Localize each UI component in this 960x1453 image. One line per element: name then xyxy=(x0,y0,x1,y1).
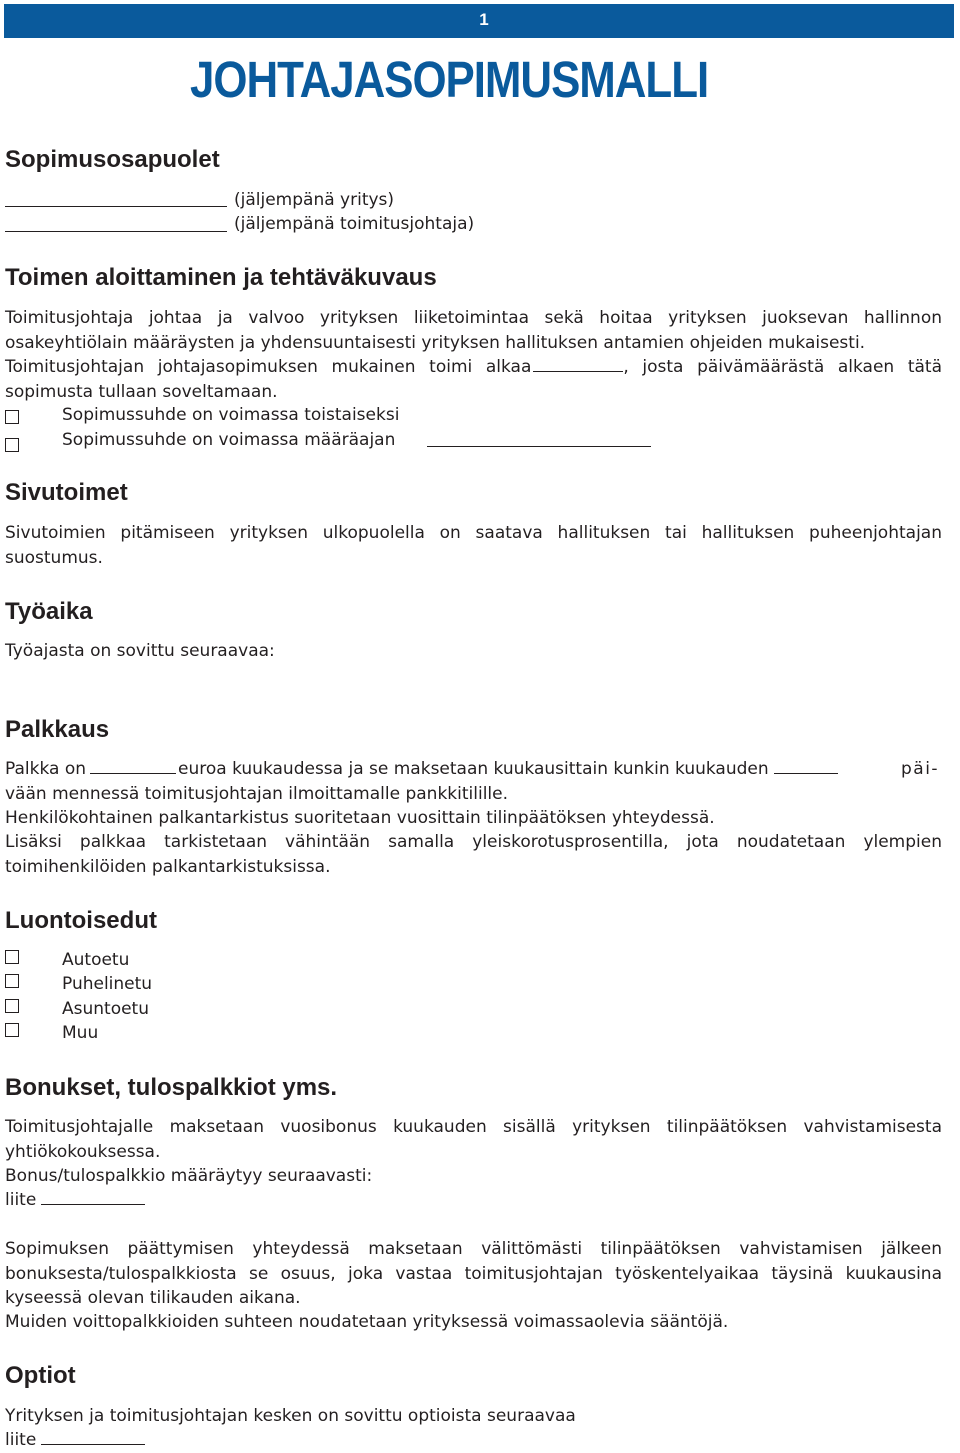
duties-paragraph: Toimitusjohtaja johtaa ja valvoo yrityksen liiketoimintaa sekä hoitaa yrityksen juoksevan hallinnon osakeyhtiölain määräysten ja yhdensuuntaisesti yrityksen hallituksen antamien ohjeiden mukaisesti. xyxy=(5,308,942,353)
section-heading-salary: Palkkaus xyxy=(5,716,110,743)
section-heading-parties: Sopimusosapuolet xyxy=(5,146,220,173)
bonus-attachment-label: liite xyxy=(5,1190,37,1210)
company-name-field[interactable] xyxy=(5,206,227,207)
section-heading-duties: Toimen aloittaminen ja tehtäväkuvaus xyxy=(5,264,437,291)
indefinite-checkbox[interactable] xyxy=(5,410,19,424)
salary-amount-field[interactable] xyxy=(90,759,176,774)
start-date-text-after: , josta päivämäärästä alkaen tätä sopimusta tullaan soveltamaan. xyxy=(5,357,942,402)
salary-text-b: euroa kuukaudessa ja se maksetaan kuukausittain kunkin kuukauden xyxy=(178,759,769,779)
section-heading-benefits: Luontoisedut xyxy=(5,907,157,934)
salary-line-2: vään mennessä toimitusjohtajan ilmoittamalle pankkitilille. xyxy=(5,784,509,804)
bonus-attachment-field[interactable] xyxy=(41,1190,145,1205)
header-bar xyxy=(4,4,954,38)
indefinite-label: Sopimussuhde on voimassa toistaiseksi xyxy=(62,405,400,425)
benefit-label: Puhelinetu xyxy=(62,974,153,994)
page-number: 1 xyxy=(479,10,489,29)
benefit-label: Asuntoetu xyxy=(62,999,150,1019)
options-attachment-line xyxy=(5,1428,942,1453)
car-benefit-checkbox[interactable] xyxy=(5,950,19,964)
salary-text-c: päi- xyxy=(901,759,940,779)
ceo-name-field[interactable] xyxy=(5,231,227,232)
start-date-field[interactable] xyxy=(533,357,623,372)
salary-line-3: Henkilökohtainen palkantarkistus suoritetaan vuosittain tilinpäätöksen yhteydessä. xyxy=(5,808,715,828)
section-heading-working-time: Työaika xyxy=(5,598,93,625)
benefit-label: Muu xyxy=(62,1023,99,1043)
bonus-paragraph-1: Toimitusjohtajalle maksetaan vuosibonus kuukauden sisällä yrityksen tilinpäätöksen vahvistamisesta yhtiökokouksessa. xyxy=(5,1117,942,1162)
options-attachment-label: liite xyxy=(5,1430,37,1450)
working-time-paragraph: Työajasta on sovittu seuraavaa: xyxy=(5,641,275,661)
company-note: (jäljempänä yritys) xyxy=(234,190,395,210)
phone-benefit-checkbox[interactable] xyxy=(5,974,19,988)
side-jobs-paragraph: Sivutoimien pitämiseen yrityksen ulkopuolella on saatava hallituksen tai hallituksen puheenjohtajan suostumus. xyxy=(5,523,942,568)
housing-benefit-checkbox[interactable] xyxy=(5,999,19,1013)
bonus-attachment-line xyxy=(5,1188,942,1213)
other-benefit-checkbox[interactable] xyxy=(5,1023,19,1037)
salary-line-4: Lisäksi palkkaa tarkistetaan vähintään samalla yleiskorotusprosentilla, jota noudatetaan ylempien toimihenkilöiden palkantarkistuksissa. xyxy=(5,832,942,877)
salary-day-field[interactable] xyxy=(774,759,838,774)
bonus-paragraph-2: Bonus/tulospalkkio määräytyy seuraavasti: xyxy=(5,1166,373,1186)
section-heading-bonuses: Bonukset, tulospalkkiot yms. xyxy=(5,1074,338,1101)
options-paragraph: Yrityksen ja toimitusjohtajan kesken on sovittu optioista seuraavaa xyxy=(5,1406,576,1426)
section-heading-options: Optiot xyxy=(5,1362,76,1389)
bonus-paragraph-3: Sopimuksen päättymisen yhteydessä maksetaan välittömästi tilinpäätöksen vahvistamisen jälkeen bonuksesta/tulospalkkiosta se osuus, joka vastaa toimitusjohtajan työskentelyaikaa täysinä kuukausina kyseessä olevan tilikauden aikana. xyxy=(5,1239,942,1308)
section-heading-side-jobs: Sivutoimet xyxy=(5,479,128,506)
options-attachment-field[interactable] xyxy=(41,1430,145,1445)
start-date-text: Toimitusjohtajan johtajasopimuksen mukainen toimi alkaa xyxy=(5,357,532,377)
benefit-label: Autoetu xyxy=(62,950,130,970)
salary-line-1 xyxy=(5,757,942,782)
fixed-term-field[interactable] xyxy=(427,446,651,447)
start-date-paragraph xyxy=(5,355,942,404)
document-title: JOHTAJASOPIMUSMALLI xyxy=(190,51,709,108)
ceo-note: (jäljempänä toimitusjohtaja) xyxy=(234,214,475,234)
fixed-term-label: Sopimussuhde on voimassa määräajan xyxy=(62,430,396,450)
bonus-paragraph-4: Muiden voittopalkkioiden suhteen noudatetaan yrityksessä voimassaolevia sääntöjä. xyxy=(5,1312,729,1332)
fixed-term-checkbox[interactable] xyxy=(5,438,19,452)
salary-text-a: Palkka on xyxy=(5,759,87,779)
